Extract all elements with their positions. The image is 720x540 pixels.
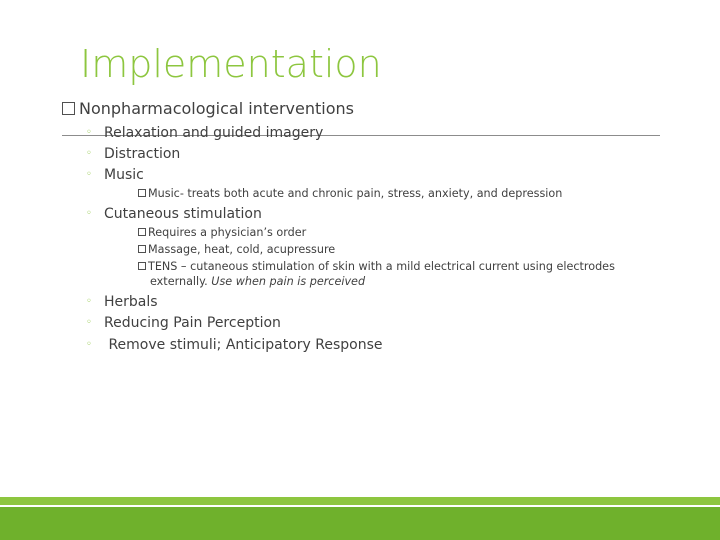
sub-item xyxy=(138,243,335,257)
heading-nonpharmacological xyxy=(62,99,354,119)
list-item-label: Reducing Pain Perception xyxy=(104,315,281,331)
checkbox-square-icon xyxy=(138,262,146,270)
list-item-label: Herbals xyxy=(104,294,158,310)
checkbox-square-icon xyxy=(138,228,146,236)
circle-bullet-icon: ◦ xyxy=(86,169,92,180)
footer-accent-line xyxy=(0,497,720,505)
circle-bullet-icon: ◦ xyxy=(86,339,92,350)
footer-bar xyxy=(0,507,720,540)
list-item-label: Cutaneous stimulation xyxy=(104,206,262,222)
slide-title: Implementation xyxy=(80,42,382,86)
circle-bullet-icon: ◦ xyxy=(86,317,92,328)
list-item xyxy=(86,314,281,332)
circle-bullet-icon: ◦ xyxy=(86,208,92,219)
list-item xyxy=(86,205,262,223)
sub-item-label: Requires a physician’s order xyxy=(148,226,307,239)
circle-bullet-icon: ◦ xyxy=(86,127,92,138)
sub-item xyxy=(138,226,306,240)
list-item xyxy=(86,145,180,163)
list-item-label: Remove stimuli; Anticipatory Response xyxy=(104,337,383,353)
sub-item-label: Music- treats both acute and chronic pain, stress, anxiety, and depression xyxy=(148,187,563,200)
checkbox-square-icon xyxy=(138,189,146,197)
heading-label: Nonpharmacological interventions xyxy=(79,99,354,118)
list-item xyxy=(86,336,383,354)
sub-item-label: Massage, heat, cold, acupressure xyxy=(148,243,336,256)
list-item-label: Music xyxy=(104,167,144,183)
list-item xyxy=(86,293,158,311)
checkbox-square-icon xyxy=(138,245,146,253)
sub-item xyxy=(138,187,562,201)
checkbox-square-icon xyxy=(62,102,75,115)
list-item-label: Distraction xyxy=(104,146,181,162)
circle-bullet-icon: ◦ xyxy=(86,296,92,307)
list-item xyxy=(86,124,323,142)
list-item xyxy=(86,166,144,184)
sub-item-continuation xyxy=(150,275,365,289)
continuation-note: Use when pain is perceived xyxy=(211,275,366,288)
sub-item xyxy=(138,260,615,274)
sub-item-label: TENS – cutaneous stimulation of skin with a mild electrical current using electrodes xyxy=(148,260,615,273)
continuation-text: externally. xyxy=(150,275,212,288)
circle-bullet-icon: ◦ xyxy=(86,148,92,159)
list-item-label: Relaxation and guided imagery xyxy=(104,125,324,141)
